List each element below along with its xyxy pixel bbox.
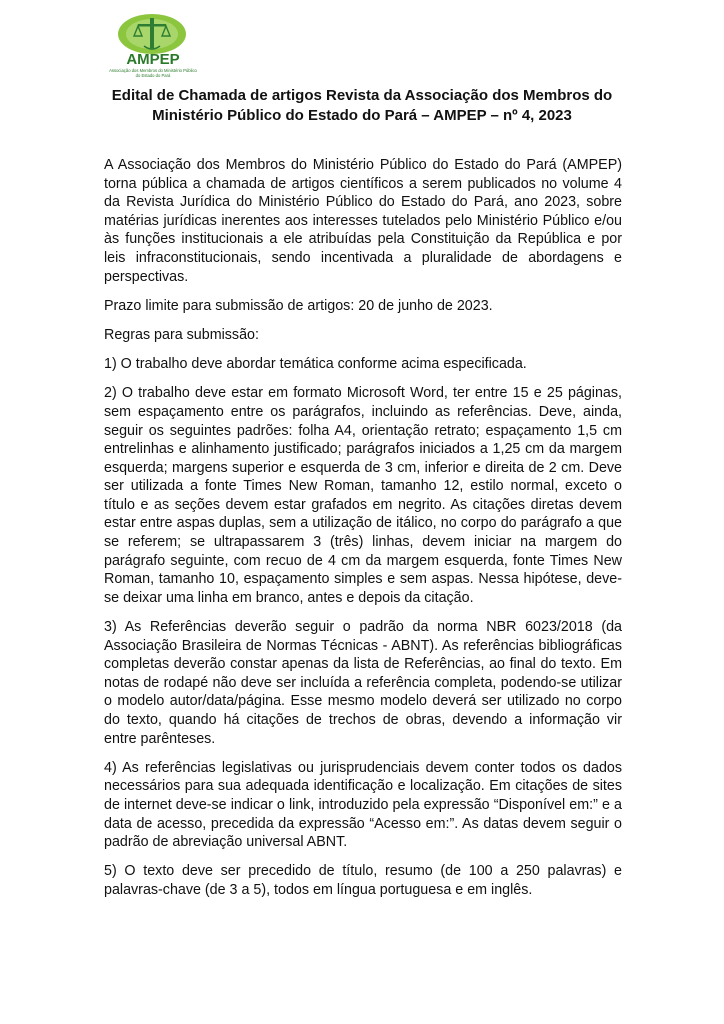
intro-paragraph: A Associação dos Membros do Ministério Público do Estado do Pará (AMPEP) torna pública a chamada de artigos científicos a serem publicados no volume 4 da Revista Jurídica do Ministério Público do Estado do Pará, ano 2023, sobre matérias jurídicas inerentes aos interesses tutelados pelo Ministério Público e/ou às funções institucionais a ele atribuídas pela Constituição da República e por leis infraconstitucionais, sendo incentivada a pluralidade de abordagens e perspectivas. (104, 157, 622, 285)
rules-heading: Regras para submissão: (104, 326, 259, 343)
document-body (104, 156, 622, 910)
logo-text: AMPEP (126, 51, 180, 68)
deadline-paragraph: Prazo limite para submissão de artigos: 20 de junho de 2023. (104, 297, 493, 314)
title-line-2: Ministério Público do Estado do Pará – AMPEP – nº 4, 2023 (152, 107, 572, 124)
document-title (100, 86, 624, 126)
rule-5: 5) O texto deve ser precedido de título, resumo (de 100 a 250 palavras) e palavras-chave (de 3 a 5), todos em língua portuguesa e em inglês. (104, 863, 622, 898)
rule-3: 3) As Referências deverão seguir o padrão da norma NBR 6023/2018 (da Associação Brasileira de Normas Técnicas - ABNT). As referências bibliográficas completas deverão constar apenas da lista de Referências, ao final do texto. Em notas de rodapé não deve ser incluída a referência completa, podendo-se utilizar o modelo autor/data/página. Esse mesmo modelo deverá ser utilizado no corpo do texto, quando há citações de trechos de obras, devendo a informação vir entre parênteses. (104, 619, 622, 747)
ampep-emblem-icon (108, 12, 198, 82)
logo-subtext-line2: do Estado do Pará (135, 73, 171, 78)
logo-subtext-line1: Associação dos Membros do Ministério Público (109, 68, 197, 73)
rule-4: 4) As referências legislativas ou jurisprudenciais devem conter todos os dados necessários para sua adequada identificação e localização. Em citações de sites de internet deve-se indicar o link, introduzido pela expressão “Disponível em:” e a data de acesso, precedida da expressão “Acesso em:”. As datas devem seguir o padrão de abreviação universal ABNT. (104, 759, 622, 851)
rule-2: 2) O trabalho deve estar em formato Microsoft Word, ter entre 15 e 25 páginas, sem espaçamento entre os parágrafos, incluindo as referências. Deve, ainda, seguir os seguintes padrões: folha A4, orientação retrato; espaçamento 1,5 cm entrelinhas e alinhamento justificado; parágrafos iniciados a 1,25 cm da margem esquerda; margens superior e esquerda de 3 cm, inferior e direita de 2 cm. Deve ser utilizada a fonte Times New Roman, tamanho 12, estilo normal, exceto o título e as seções devem estar grafados em negrito. As citações diretas devem estar entre aspas duplas, sem a utilização de itálico, no corpo do parágrafo a que se referem; se ultrapassarem 3 (três) linhas, devem iniciar na margem do parágrafo seguinte, com recuo de 4 cm da margem esquerda, fonte Times New Roman, tamanho 10, espaçamento simples e sem aspas. Nessa hipótese, deve-se deixar uma linha em branco, antes e depois da citação. (104, 385, 622, 606)
ampep-logo (108, 12, 198, 82)
rule-1: 1) O trabalho deve abordar temática conforme acima especificada. (104, 356, 527, 373)
title-line-1: Edital de Chamada de artigos Revista da Associação dos Membros do (111, 87, 613, 104)
